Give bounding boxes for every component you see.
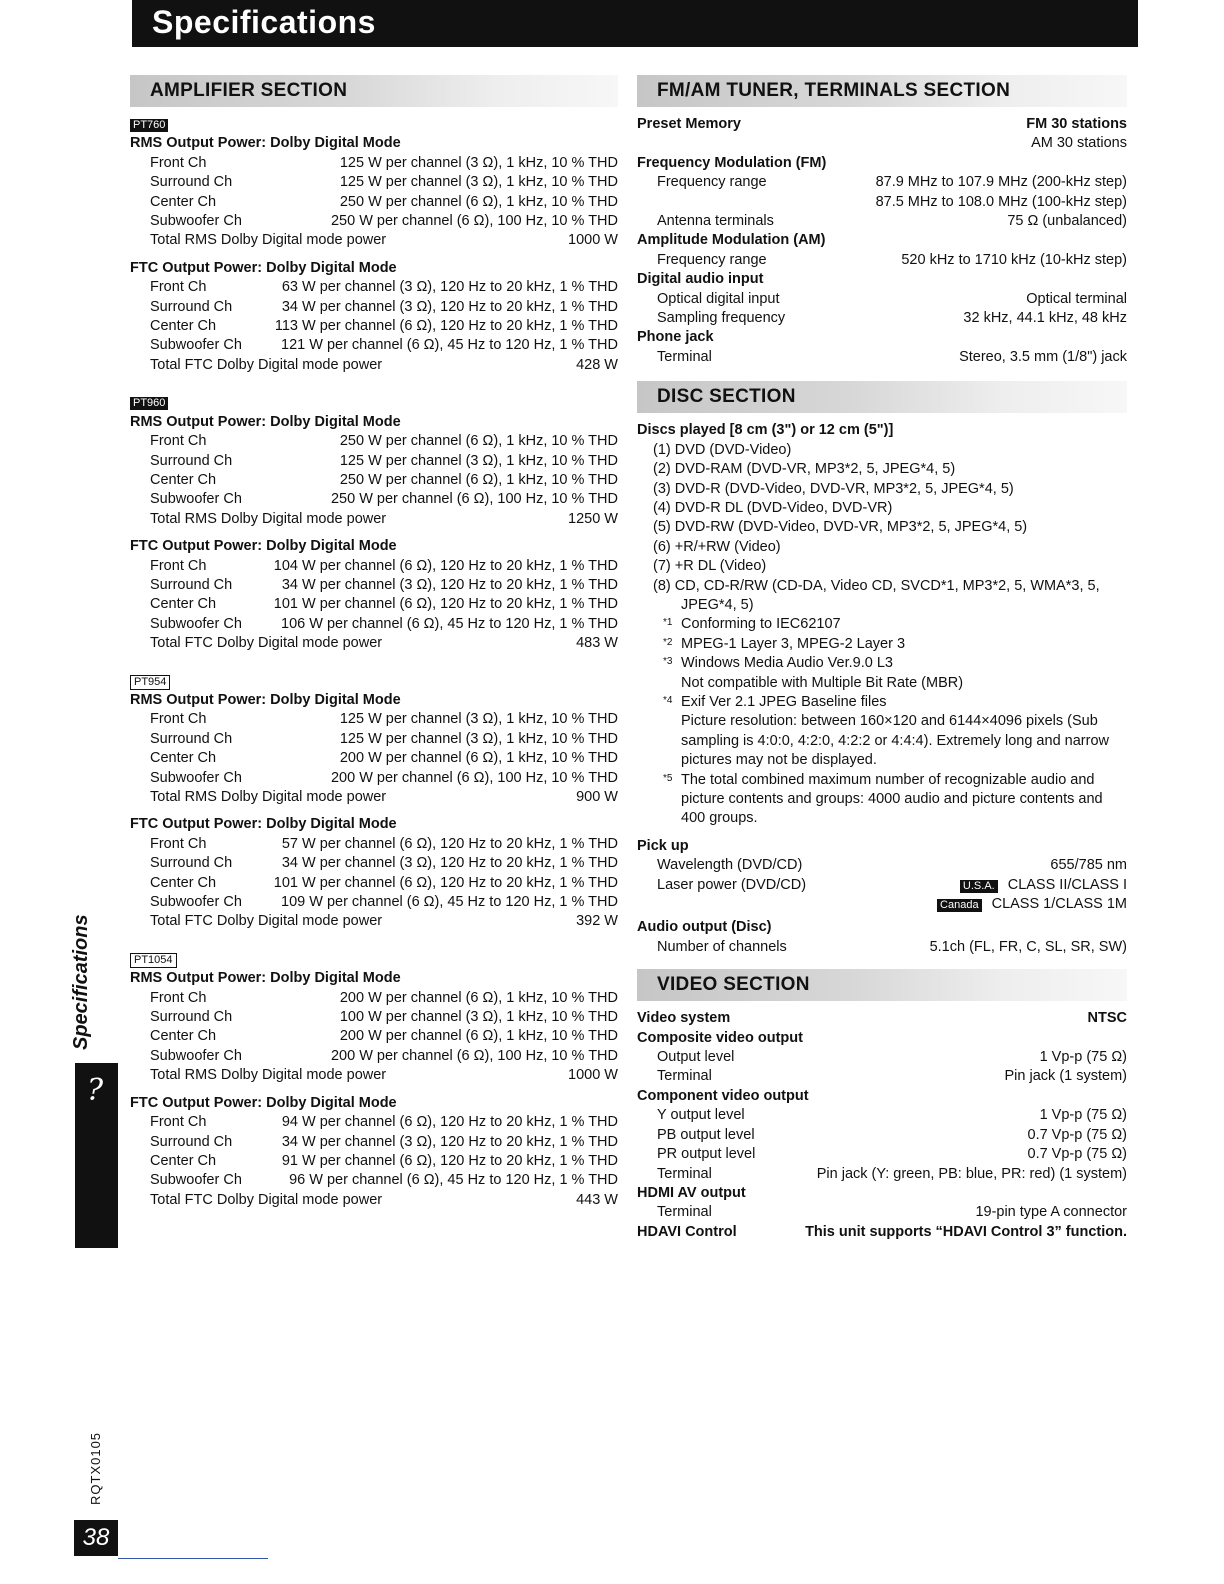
- spec-row: [637, 231, 1127, 250]
- spec-label: Surround Ch: [150, 1009, 233, 1026]
- ftc-row: [130, 634, 618, 653]
- spec-label: Center Ch: [150, 318, 217, 335]
- footnote-text: pictures may not be displayed.: [681, 752, 877, 769]
- ftc-row: [130, 317, 618, 336]
- channels-row: [637, 938, 1127, 957]
- spec-label: Front Ch: [150, 711, 207, 728]
- footnote-marker: *2: [663, 636, 673, 648]
- model-block: [130, 654, 618, 932]
- spec-value: 1250 W: [568, 510, 618, 527]
- document-code: RQTX0105: [88, 1431, 103, 1505]
- spec-row: [637, 1223, 1127, 1242]
- spec-row: [637, 1048, 1127, 1067]
- spec-value: 250 W per channel (6 Ω), 100 Hz, 10 % THD: [330, 213, 618, 230]
- footnote-marker: *1: [663, 617, 673, 629]
- spec-value: 63 W per channel (3 Ω), 120 Hz to 20 kHz, 1 % THD: [281, 279, 618, 296]
- spec-value: 91 W per channel (6 Ω), 120 Hz to 20 kHz, 1 % THD: [281, 1152, 618, 1169]
- page-title-bar: [132, 0, 1138, 47]
- footnote-marker: *4: [663, 694, 673, 706]
- rms-row: [130, 710, 618, 729]
- spec-value: 109 W per channel (6 Ω), 45 Hz to 120 Hz, 1 % THD: [281, 894, 618, 911]
- laser-label: Laser power (DVD/CD): [657, 876, 807, 893]
- spec-label: Center Ch: [150, 1028, 217, 1045]
- spec-value: 34 W per channel (3 Ω), 120 Hz to 20 kHz, 1 % THD: [281, 576, 618, 593]
- spacer: [130, 1086, 618, 1094]
- spec-label: Composite video output: [637, 1029, 803, 1046]
- spec-label: Phone jack: [637, 329, 714, 346]
- spec-value: 101 W per channel (6 Ω), 120 Hz to 20 kHz, 1 % THD: [273, 874, 618, 891]
- canada-laser-class: CLASS 1/CLASS 1M: [991, 896, 1127, 913]
- footnote-text: Conforming to IEC62107: [681, 616, 841, 633]
- spec-label: Frequency range: [657, 174, 767, 191]
- rms-row: [130, 193, 618, 212]
- footnote-text: sampling is 4:0:0, 4:2:0, 4:2:2 or 4:4:4). Extremely long and narrow: [681, 732, 1109, 749]
- disc-item: (7) +R DL (Video): [653, 558, 767, 575]
- model-block: [130, 932, 618, 1210]
- rms-row: [130, 1066, 618, 1085]
- spec-label: Total RMS Dolby Digital mode power: [150, 232, 387, 249]
- rms-row: [130, 730, 618, 749]
- spec-row: [637, 328, 1127, 347]
- spec-label: HDAVI Control: [637, 1223, 737, 1240]
- spacer: [130, 375, 618, 393]
- wavelength-row: [637, 856, 1127, 875]
- spec-value: 101 W per channel (6 Ω), 120 Hz to 20 kHz, 1 % THD: [273, 596, 618, 613]
- rms-row: [130, 769, 618, 788]
- spec-label: PR output level: [657, 1146, 756, 1163]
- rms-row: [130, 510, 618, 529]
- ftc-title: FTC Output Power: Dolby Digital Mode: [130, 259, 397, 276]
- spec-row: [637, 251, 1127, 270]
- spec-value: 125 W per channel (3 Ω), 1 kHz, 10 % THD: [339, 154, 618, 171]
- rms-row: [130, 452, 618, 471]
- spec-value: 34 W per channel (3 Ω), 120 Hz to 20 kHz, 1 % THD: [281, 298, 618, 315]
- spec-label: Terminal: [657, 1165, 712, 1182]
- spec-label: Center Ch: [150, 750, 217, 767]
- disc-footnotes: [637, 615, 1127, 828]
- wavelength-label: Wavelength (DVD/CD): [657, 857, 803, 874]
- footer-rule: [118, 1558, 268, 1559]
- page-number: 38: [74, 1520, 118, 1556]
- pickup-title: Pick up: [637, 837, 689, 854]
- model-tag: PT1054: [130, 953, 177, 968]
- amplifier-section-heading: AMPLIFIER SECTION: [130, 75, 618, 107]
- spec-label: Frequency Modulation (FM): [637, 154, 827, 171]
- spec-label: PB output level: [657, 1126, 755, 1143]
- spacer: [130, 654, 618, 672]
- spec-value: 125 W per channel (3 Ω), 1 kHz, 10 % THD: [339, 452, 618, 469]
- spec-value: 104 W per channel (6 Ω), 120 Hz to 20 kHz, 1 % THD: [273, 557, 618, 574]
- disc-list: [637, 441, 1127, 616]
- footnote: [637, 615, 1127, 634]
- spec-label: Center Ch: [150, 471, 217, 488]
- ftc-row: [130, 1171, 618, 1190]
- page-title: Specifications: [152, 4, 376, 40]
- spec-value: 520 kHz to 1710 kHz (10-kHz step): [901, 251, 1127, 268]
- spec-value: 96 W per channel (6 Ω), 45 Hz to 120 Hz, 1 % THD: [289, 1172, 618, 1189]
- rms-row: [130, 471, 618, 490]
- spec-value: AM 30 stations: [1031, 135, 1127, 152]
- spec-label: Surround Ch: [150, 174, 233, 191]
- tuner-spec-list: [637, 115, 1127, 367]
- spec-row: [637, 173, 1127, 192]
- usa-badge: U.S.A.: [960, 880, 998, 893]
- usa-laser-class: CLASS II/CLASS I: [1007, 876, 1127, 893]
- spec-row: [637, 1203, 1127, 1222]
- spec-value: 443 W: [576, 1191, 618, 1208]
- ftc-row: [130, 557, 618, 576]
- spec-value: 106 W per channel (6 Ω), 45 Hz to 120 Hz, 1 % THD: [281, 615, 618, 632]
- spec-label: Sampling frequency: [657, 310, 786, 327]
- spec-value: Stereo, 3.5 mm (1/8") jack: [959, 348, 1127, 365]
- spec-label: Front Ch: [150, 1114, 207, 1131]
- spec-value: 125 W per channel (3 Ω), 1 kHz, 10 % THD: [339, 711, 618, 728]
- spec-label: Terminal: [657, 348, 712, 365]
- footnote: [637, 771, 1127, 790]
- spec-value: 75 Ω (unbalanced): [1007, 213, 1127, 230]
- spec-label: Video system: [637, 1010, 731, 1027]
- amplifier-models: [130, 115, 618, 1210]
- disc-item: JPEG*4, 5): [681, 596, 754, 613]
- spec-value: NTSC: [1087, 1010, 1127, 1027]
- footnote-text: Exif Ver 2.1 JPEG Baseline files: [681, 693, 887, 710]
- spec-row: [637, 1184, 1127, 1203]
- spec-value: FM 30 stations: [1026, 116, 1127, 132]
- spec-value: 200 W per channel (6 Ω), 100 Hz, 10 % THD: [330, 769, 618, 786]
- spec-row: [637, 193, 1127, 212]
- spec-value: 250 W per channel (6 Ω), 1 kHz, 10 % THD: [339, 471, 618, 488]
- spec-value: 121 W per channel (6 Ω), 45 Hz to 120 Hz, 1 % THD: [281, 337, 618, 354]
- spec-label: Frequency range: [657, 251, 767, 268]
- spec-value: 250 W per channel (6 Ω), 100 Hz, 10 % THD: [330, 491, 618, 508]
- model-block: [130, 115, 618, 375]
- spec-row: [637, 1126, 1127, 1145]
- spec-label: Surround Ch: [150, 1133, 233, 1150]
- spec-row: [637, 1067, 1127, 1086]
- spec-label: Total RMS Dolby Digital mode power: [150, 1067, 387, 1084]
- spec-value: 94 W per channel (6 Ω), 120 Hz to 20 kHz, 1 % THD: [281, 1114, 618, 1131]
- spec-label: Front Ch: [150, 433, 207, 450]
- rms-row: [130, 989, 618, 1008]
- ftc-row: [130, 854, 618, 873]
- right-column: [637, 75, 1127, 1242]
- ftc-row: [130, 336, 618, 355]
- spec-label: Surround Ch: [150, 730, 233, 747]
- spec-label: Optical digital input: [657, 290, 780, 307]
- footnote: [637, 693, 1127, 712]
- ftc-row: [130, 874, 618, 893]
- rms-row: [130, 212, 618, 231]
- ftc-title: FTC Output Power: Dolby Digital Mode: [130, 816, 397, 833]
- footnote-text: 400 groups.: [681, 810, 758, 827]
- spec-label: Total FTC Dolby Digital mode power: [150, 635, 383, 652]
- spec-value: 0.7 Vp-p (75 Ω): [1027, 1126, 1127, 1143]
- spec-label: Surround Ch: [150, 855, 233, 872]
- sidebar-section-label: Specifications: [70, 914, 92, 1050]
- channels-value: 5.1ch (FL, FR, C, SL, SR, SW): [929, 938, 1127, 955]
- spec-value: 250 W per channel (6 Ω), 1 kHz, 10 % THD: [339, 433, 618, 450]
- disc-section-heading: DISC SECTION: [637, 381, 1127, 413]
- spec-label: Total FTC Dolby Digital mode power: [150, 913, 383, 930]
- spec-value: 1 Vp-p (75 Ω): [1039, 1049, 1127, 1066]
- ftc-row: [130, 1113, 618, 1132]
- rms-title: RMS Output Power: Dolby Digital Mode: [130, 691, 401, 708]
- spec-value: 200 W per channel (6 Ω), 1 kHz, 10 % THD: [339, 989, 618, 1006]
- spec-row: [637, 1029, 1127, 1048]
- ftc-row: [130, 595, 618, 614]
- disc-item: (3) DVD-R (DVD-Video, DVD-VR, MP3*2, 5, JPEG*4, 5): [653, 480, 1014, 497]
- spec-label: Digital audio input: [637, 271, 764, 288]
- spec-value: 19-pin type A connector: [975, 1204, 1127, 1221]
- spec-label: Preset Memory: [637, 116, 741, 132]
- footnote-text: The total combined maximum number of recognizable audio and: [681, 771, 1095, 788]
- spec-label: Subwoofer Ch: [150, 1172, 242, 1189]
- rms-row: [130, 173, 618, 192]
- spec-label: Surround Ch: [150, 298, 233, 315]
- spacer: [130, 529, 618, 537]
- spacer: [130, 807, 618, 815]
- model-tag: PT954: [130, 675, 170, 690]
- spec-label: Front Ch: [150, 835, 207, 852]
- spec-value: 57 W per channel (6 Ω), 120 Hz to 20 kHz, 1 % THD: [281, 835, 618, 852]
- footnote-text: Windows Media Audio Ver.9.0 L3: [681, 655, 893, 672]
- spec-value: 0.7 Vp-p (75 Ω): [1027, 1146, 1127, 1163]
- rms-row: [130, 1027, 618, 1046]
- ftc-title: FTC Output Power: Dolby Digital Mode: [130, 1094, 397, 1111]
- rms-title: RMS Output Power: Dolby Digital Mode: [130, 413, 401, 430]
- spec-label: Subwoofer Ch: [150, 615, 242, 632]
- ftc-row: [130, 615, 618, 634]
- spec-label: Subwoofer Ch: [150, 1047, 242, 1064]
- rms-row: [130, 788, 618, 807]
- spacer: [130, 932, 618, 950]
- ftc-row: [130, 576, 618, 595]
- ftc-title: FTC Output Power: Dolby Digital Mode: [130, 538, 397, 555]
- spec-value: 900 W: [576, 789, 618, 805]
- disc-item: (1) DVD (DVD-Video): [653, 441, 792, 458]
- laser-row: [637, 876, 1127, 895]
- spec-label: Front Ch: [150, 279, 207, 296]
- footnote-text: Not compatible with Multiple Bit Rate (MBR): [681, 674, 964, 691]
- spec-row: [637, 290, 1127, 309]
- ftc-row: [130, 278, 618, 297]
- spec-label: Subwoofer Ch: [150, 491, 242, 508]
- spec-value: 392 W: [576, 913, 618, 930]
- spec-label: Center Ch: [150, 193, 217, 210]
- spec-label: Subwoofer Ch: [150, 894, 242, 911]
- spec-value: 34 W per channel (3 Ω), 120 Hz to 20 kHz, 1 % THD: [281, 1133, 618, 1150]
- spec-row: [637, 1106, 1127, 1125]
- audio-output-title: Audio output (Disc): [637, 919, 772, 936]
- footnote-text: Picture resolution: between 160×120 and 6144×4096 pixels (Sub: [681, 713, 1098, 730]
- spec-label: Subwoofer Ch: [150, 769, 242, 786]
- spec-label: Front Ch: [150, 557, 207, 574]
- spec-label: Total FTC Dolby Digital mode power: [150, 356, 383, 373]
- spec-value: 428 W: [576, 356, 618, 373]
- spec-value: 32 kHz, 44.1 kHz, 48 kHz: [963, 310, 1127, 327]
- spec-value: 100 W per channel (3 Ω), 1 kHz, 10 % THD: [339, 1009, 618, 1026]
- video-section-heading: VIDEO SECTION: [637, 969, 1127, 1001]
- disc-item: (6) +R/+RW (Video): [653, 538, 781, 555]
- spec-row: [637, 1145, 1127, 1164]
- spec-row: [637, 309, 1127, 328]
- spacer: [130, 251, 618, 259]
- spec-value: Pin jack (Y: green, PB: blue, PR: red) (1 system): [816, 1165, 1127, 1182]
- spec-label: Antenna terminals: [657, 213, 774, 230]
- spec-label: Terminal: [657, 1204, 712, 1221]
- footnote-text: picture contents and groups: 4000 audio and picture contents and: [681, 791, 1103, 807]
- disc-item: (4) DVD-R DL (DVD-Video, DVD-VR): [653, 499, 893, 516]
- ftc-row: [130, 912, 618, 931]
- spec-label: Center Ch: [150, 596, 217, 613]
- spec-row: [637, 115, 1127, 134]
- canada-badge: Canada: [937, 899, 982, 912]
- disc-item: (8) CD, CD-R/RW (CD-DA, Video CD, SVCD*1, MP3*2, 5, WMA*3, 5,: [653, 577, 1100, 594]
- spec-value: This unit supports “HDAVI Control 3” function.: [805, 1223, 1127, 1240]
- rms-row: [130, 749, 618, 768]
- question-mark-icon: ?: [87, 1073, 104, 1108]
- spec-label: Front Ch: [150, 989, 207, 1006]
- spec-label: Subwoofer Ch: [150, 337, 242, 354]
- rms-row: [130, 432, 618, 451]
- channels-label: Number of channels: [657, 938, 787, 955]
- ftc-row: [130, 1133, 618, 1152]
- video-spec-list: [637, 1009, 1127, 1242]
- spec-label: Output level: [657, 1049, 735, 1066]
- spec-value: 1 Vp-p (75 Ω): [1039, 1107, 1127, 1124]
- spec-label: Center Ch: [150, 1152, 217, 1169]
- rms-row: [130, 490, 618, 509]
- rms-row: [130, 1047, 618, 1066]
- spec-value: 200 W per channel (6 Ω), 1 kHz, 10 % THD: [339, 1028, 618, 1045]
- rms-row: [130, 154, 618, 173]
- spec-label: Surround Ch: [150, 452, 233, 469]
- sidebar-tab: [75, 1063, 118, 1248]
- spec-label: Terminal: [657, 1068, 712, 1085]
- model-tag: PT760: [130, 119, 168, 132]
- spec-row: [637, 212, 1127, 231]
- spec-label: Total RMS Dolby Digital mode power: [150, 510, 387, 527]
- ftc-row: [130, 1152, 618, 1171]
- spec-value: 483 W: [576, 635, 618, 652]
- spec-value: 34 W per channel (3 Ω), 120 Hz to 20 kHz, 1 % THD: [281, 855, 618, 872]
- wavelength-value: 655/785 nm: [1050, 857, 1127, 874]
- ftc-row: [130, 298, 618, 317]
- disc-item: (5) DVD-RW (DVD-Video, DVD-VR, MP3*2, 5, JPEG*4, 5): [653, 519, 1028, 536]
- rms-row: [130, 231, 618, 250]
- spec-row: [637, 348, 1127, 367]
- spec-label: Amplitude Modulation (AM): [637, 232, 826, 249]
- spec-label: Center Ch: [150, 874, 217, 891]
- spec-label: Front Ch: [150, 154, 207, 171]
- amplifier-section: [130, 75, 618, 1210]
- spec-value: 113 W per channel (6 Ω), 120 Hz to 20 kHz, 1 % THD: [274, 318, 618, 335]
- footnote: [637, 654, 1127, 673]
- spec-label: Total FTC Dolby Digital mode power: [150, 1191, 383, 1208]
- footnote-marker: *5: [663, 772, 673, 784]
- spec-row: [637, 134, 1127, 153]
- spec-label: Y output level: [657, 1107, 745, 1124]
- ftc-row: [130, 835, 618, 854]
- ftc-row: [130, 893, 618, 912]
- footnote: [637, 635, 1127, 654]
- spec-value: 87.9 MHz to 107.9 MHz (200-kHz step): [875, 174, 1127, 191]
- spec-value: Optical terminal: [1026, 290, 1127, 307]
- spec-value: Pin jack (1 system): [1004, 1068, 1127, 1085]
- spec-value: 250 W per channel (6 Ω), 1 kHz, 10 % THD: [339, 193, 618, 210]
- footnote-text: MPEG-1 Layer 3, MPEG-2 Layer 3: [681, 635, 906, 652]
- tuner-section-heading: FM/AM TUNER, TERMINALS SECTION: [637, 75, 1127, 107]
- spec-label: HDMI AV output: [637, 1184, 746, 1201]
- spec-label: Component video output: [637, 1087, 809, 1104]
- spec-label: Surround Ch: [150, 576, 233, 593]
- spec-value: 200 W per channel (6 Ω), 100 Hz, 10 % THD: [330, 1047, 618, 1064]
- spec-value: 200 W per channel (6 Ω), 1 kHz, 10 % THD: [339, 750, 618, 767]
- rms-row: [130, 1008, 618, 1027]
- spec-row: [637, 1165, 1127, 1184]
- spec-row: [637, 1009, 1127, 1028]
- model-block: [130, 375, 618, 653]
- laser-row-canada: [637, 895, 1127, 914]
- spec-label: Subwoofer Ch: [150, 213, 242, 230]
- spec-value: 87.5 MHz to 108.0 MHz (100-kHz step): [875, 193, 1127, 210]
- disc-item: (2) DVD-RAM (DVD-VR, MP3*2, 5, JPEG*4, 5): [653, 461, 956, 478]
- model-tag: PT960: [130, 397, 168, 410]
- spec-value: 125 W per channel (3 Ω), 1 kHz, 10 % THD: [339, 730, 618, 747]
- ftc-row: [130, 1191, 618, 1210]
- discs-played-title: Discs played [8 cm (3") or 12 cm (5")]: [637, 422, 894, 439]
- spec-value: 1000 W: [568, 1067, 618, 1084]
- spec-row: [637, 270, 1127, 289]
- spec-row: [637, 154, 1127, 173]
- spec-label: Total RMS Dolby Digital mode power: [150, 789, 387, 805]
- spec-row: [637, 1087, 1127, 1106]
- rms-title: RMS Output Power: Dolby Digital Mode: [130, 135, 401, 152]
- rms-title: RMS Output Power: Dolby Digital Mode: [130, 970, 401, 987]
- spec-value: 1000 W: [568, 232, 618, 249]
- footnote-marker: *3: [663, 656, 673, 668]
- spec-value: 125 W per channel (3 Ω), 1 kHz, 10 % THD: [339, 174, 618, 191]
- ftc-row: [130, 356, 618, 375]
